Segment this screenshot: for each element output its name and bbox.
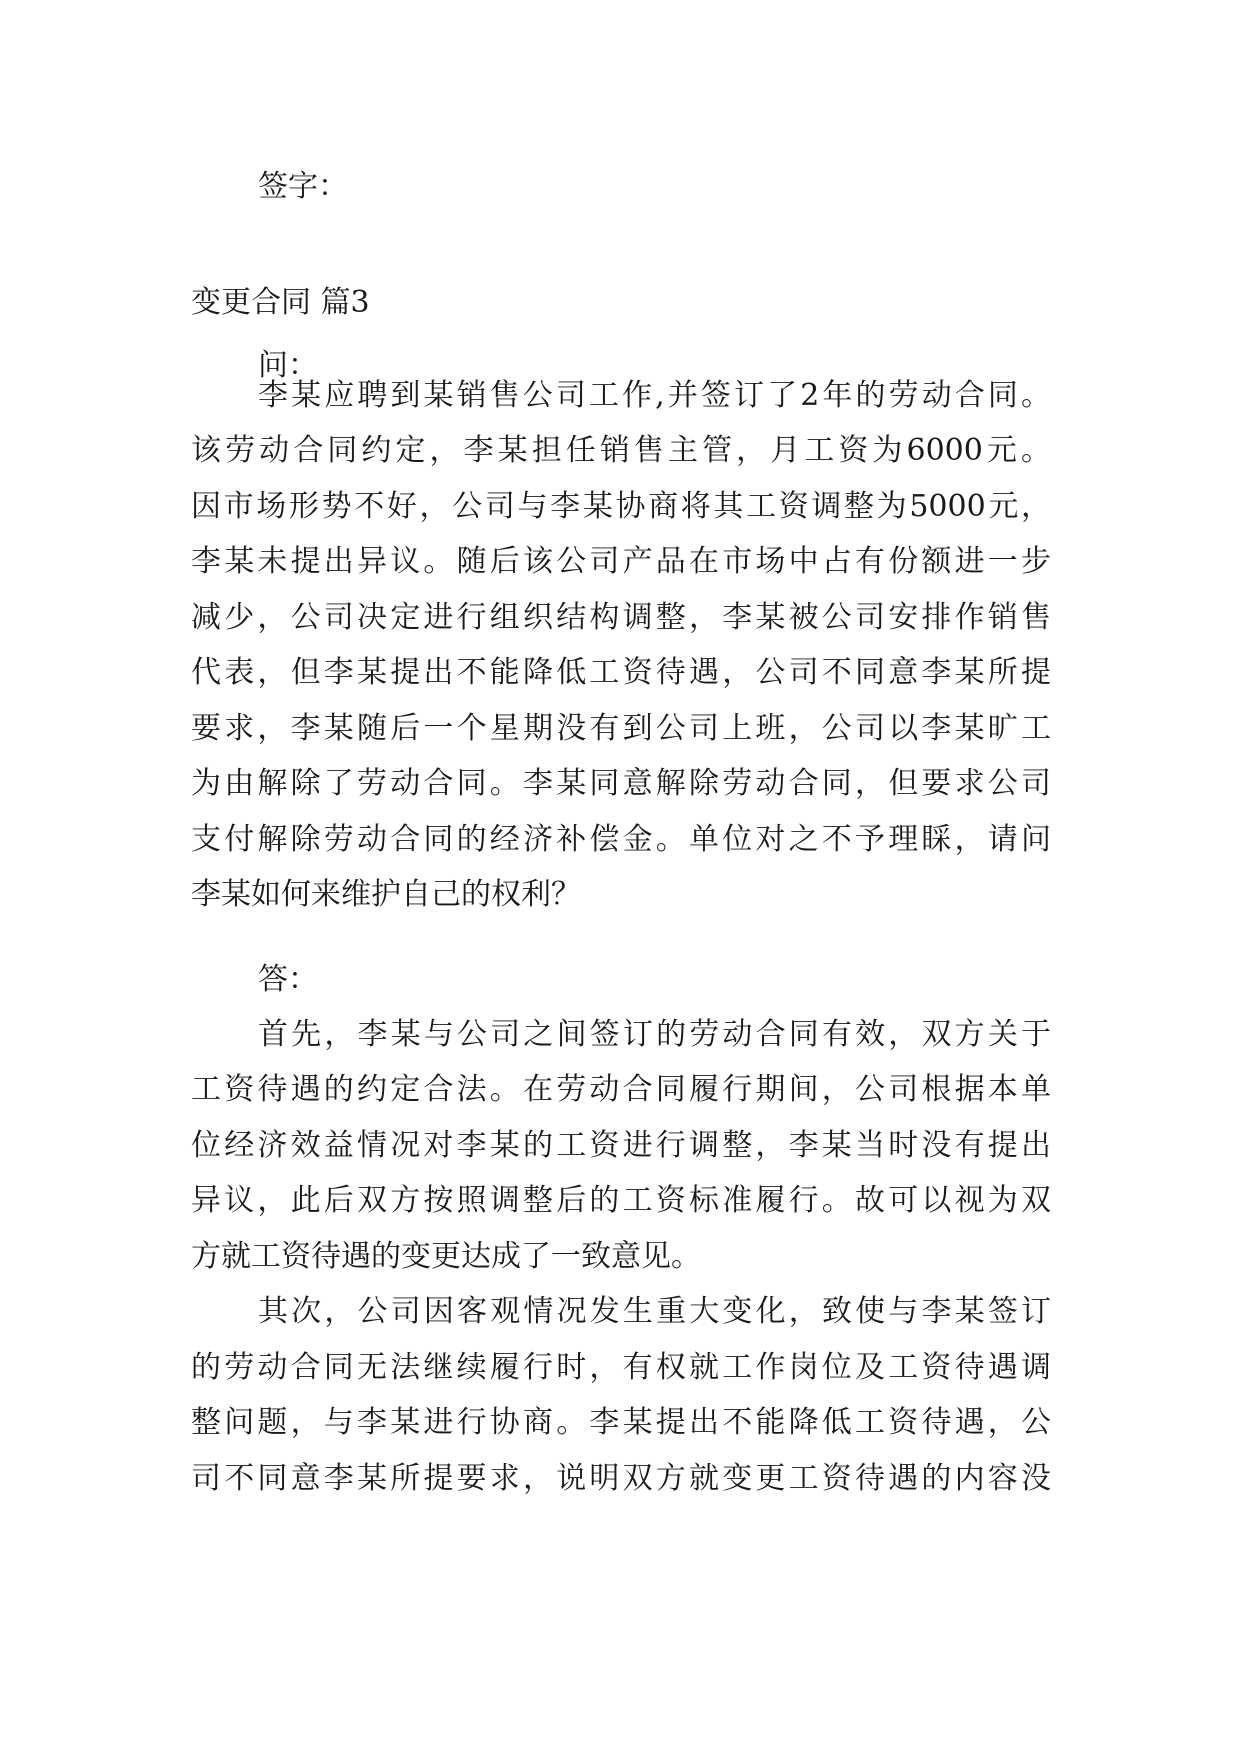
- question-line: 减少，公司决定进行组织结构调整，李某被公司安排作销售: [191, 600, 1051, 635]
- question-label: 问：: [258, 348, 318, 383]
- question-line: 李某未提出异议。随后该公司产品在市场中占有份额进一步: [191, 544, 1051, 579]
- answer-line: 首先，李某与公司之间签订的劳动合同有效，双方关于: [258, 1017, 1051, 1052]
- question-line: 代表，但李某提出不能降低工资待遇，公司不同意李某所提: [191, 655, 1051, 690]
- question-line: 要求，李某随后一个星期没有到公司上班，公司以李某旷工: [191, 711, 1051, 746]
- answer-line: 的劳动合同无法继续履行时，有权就工作岗位及工资待遇调: [191, 1350, 1051, 1385]
- question-line: 该劳动合同约定，李某担任销售主管，月工资为6000元。: [191, 433, 1051, 468]
- answer-line: 工资待遇的约定合法。在劳动合同履行期间，公司根据本单: [191, 1072, 1051, 1107]
- section-title: 变更合同 篇3: [191, 285, 370, 320]
- answer-line: 方就工资待遇的变更达成了一致意见。: [191, 1239, 701, 1274]
- signature-label: 签字：: [258, 169, 348, 204]
- answer-line: 司不同意李某所提要求，说明双方就变更工资待遇的内容没: [191, 1461, 1051, 1496]
- answer-label: 答：: [258, 962, 318, 997]
- answer-line: 其次，公司因客观情况发生重大变化，致使与李某签订: [258, 1294, 1051, 1329]
- question-line: 因市场形势不好，公司与李某协商将其工资调整为5000元，: [191, 489, 1051, 524]
- question-line: 李某如何来维护自己的权利？: [191, 877, 581, 912]
- answer-line: 整问题，与李某进行协商。李某提出不能降低工资待遇，公: [191, 1405, 1051, 1440]
- question-line: 支付解除劳动合同的经济补偿金。单位对之不予理睬，请问: [191, 822, 1051, 857]
- question-line: 为由解除了劳动合同。李某同意解除劳动合同，但要求公司: [191, 766, 1051, 801]
- question-line: 李某应聘到某销售公司工作,并签订了2年的劳动合同。: [258, 378, 1051, 413]
- answer-line: 位经济效益情况对李某的工资进行调整，李某当时没有提出: [191, 1128, 1051, 1163]
- answer-line: 异议，此后双方按照调整后的工资标准履行。故可以视为双: [191, 1183, 1051, 1218]
